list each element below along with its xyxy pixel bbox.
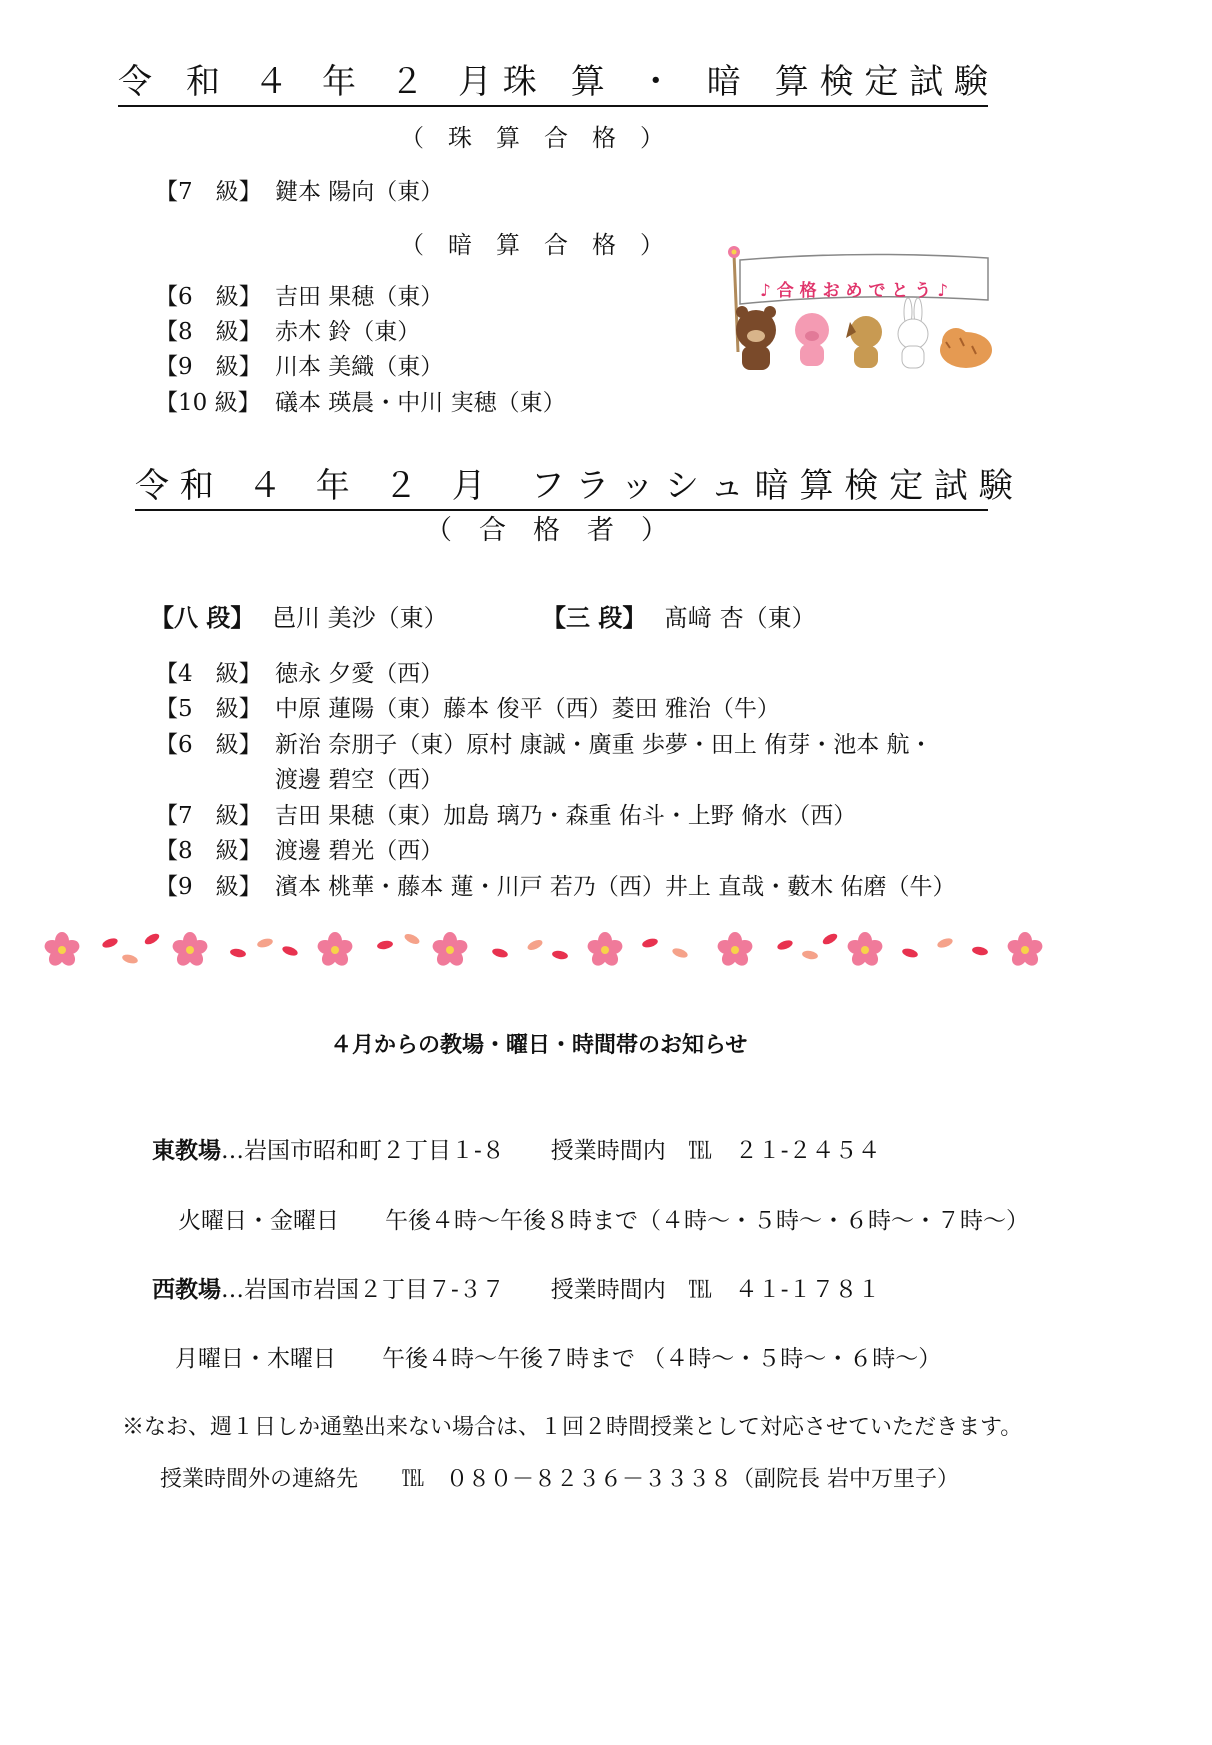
- sakura-flower-icon: [1006, 932, 1045, 969]
- level-label: 【三 段】: [542, 603, 647, 632]
- dan-row-right: [542, 598, 816, 633]
- flash-row: [155, 868, 956, 901]
- exam-title-text: 令 和 ４ 年 ２ 月 珠 算 ・ 暗 算 検 定 試 験: [118, 62, 989, 102]
- sakura-flower-icon: [43, 932, 82, 969]
- sakura-petal-icon: [281, 945, 299, 958]
- notice-heading: ４月からの教場・曜日・時間帯のお知らせ: [330, 1032, 748, 1058]
- sakura-petal-icon: [376, 940, 393, 951]
- sakura-flower-icon: [846, 932, 885, 969]
- sakura-petal-icon: [641, 937, 659, 949]
- sakura-flower-icon: [171, 932, 210, 969]
- student-names: 邑川 美沙（東）: [272, 604, 448, 632]
- level-label: 【8 級】: [155, 319, 262, 345]
- student-names: 新治 奈朋子（東）原村 康誠・廣重 歩夢・田上 侑芽・池本 航・: [275, 732, 933, 758]
- level-label: 【6 級】: [155, 284, 262, 310]
- student-names: 吉田 果穂（東）加島 璃乃・森重 佑斗・上野 脩水（西）: [275, 803, 857, 829]
- sakura-petal-icon: [936, 937, 954, 950]
- level-label: 【9 級】: [155, 874, 262, 900]
- student-names: 渡邊 碧光（西）: [275, 838, 444, 864]
- congratulations-illustration: [720, 242, 1000, 382]
- west-school-name: 西教場: [152, 1276, 221, 1303]
- sakura-flower-icon: [716, 932, 755, 969]
- mental-row: [155, 278, 443, 311]
- student-names: 赤木 鈴（東）: [275, 319, 421, 345]
- flash-row: [155, 761, 443, 794]
- sakura-petal-icon: [801, 950, 818, 961]
- mental-row: [155, 313, 420, 346]
- sakura-petal-icon: [776, 939, 794, 952]
- passers-heading: （ 合 格 者 ）: [425, 515, 668, 546]
- contact-line: 授業時間外の連絡先 ℡ ０８０－８２３６－３３３８（副院長 岩中万里子）: [160, 1467, 959, 1492]
- student-names: 吉田 果穂（東）: [275, 284, 444, 310]
- level-label: 【7 級】: [155, 179, 262, 205]
- level-label: 【10 級】: [155, 390, 261, 416]
- sakura-petal-icon: [229, 948, 246, 959]
- level-label: 【7 級】: [155, 803, 262, 829]
- level-label: 【6 級】: [155, 732, 262, 758]
- exam-title-abacus: [118, 54, 988, 103]
- flash-row: [155, 797, 856, 830]
- mental-row: [155, 348, 443, 381]
- flash-row: [155, 832, 443, 865]
- level-label: 【9 級】: [155, 354, 262, 380]
- student-names: 徳永 夕愛（西）: [275, 661, 444, 687]
- west-school-days: 月曜日・木曜日 午後４時～午後７時まで （４時～・５時～・６時～）: [175, 1346, 942, 1372]
- banner-text: ♪ 合 格 お め で と う ♪: [760, 281, 949, 301]
- student-names: 濱本 桃華・藤本 蓮・川戸 若乃（西）井上 直哉・藪木 佑磨（牛）: [275, 874, 956, 900]
- exam-title-text: 令 和 ４ 年 ２ 月 フ ラ ッ シ ュ 暗 算 検 定 試 験: [135, 466, 1013, 506]
- east-school-days: 火曜日・金曜日 午後４時～午後８時まで（４時～・５時～・６時～・７時～）: [178, 1208, 1029, 1234]
- exam-title-flash: [135, 458, 1013, 507]
- sakura-flower-icon: [316, 932, 355, 969]
- sakura-petal-icon: [256, 937, 274, 949]
- student-names: 川本 美織（東）: [275, 354, 444, 380]
- sakura-petal-icon: [551, 950, 568, 961]
- west-school-address: …岩国市岩国２丁目７‐３７ 授業時間内 ℡ ４１‐１７８１: [221, 1277, 881, 1303]
- east-school-line: [152, 1132, 881, 1165]
- sakura-petal-icon: [143, 932, 161, 947]
- sakura-flower-icon: [586, 932, 625, 969]
- student-names: 中原 蓮陽（東）藤本 俊平（西）菱田 雅治（牛）: [275, 696, 780, 722]
- east-school-address: …岩国市昭和町２丁目１‐８ 授業時間内 ℡ ２１‐２４５４: [221, 1138, 881, 1164]
- student-names: 礒本 瑛晨・中川 実穂（東）: [275, 390, 566, 416]
- sakura-petal-icon: [403, 932, 421, 946]
- level-label: 【8 級】: [155, 838, 262, 864]
- flash-row: [155, 655, 443, 688]
- mental-pass-heading: （ 暗 算 合 格 ）: [400, 231, 664, 259]
- sakura-petal-icon: [821, 932, 839, 947]
- attendance-note: ※なお、週１日しか通塾出来ない場合は、１回２時間授業として対応させていただきます。: [122, 1415, 1023, 1440]
- level-label: 【八 段】: [150, 603, 255, 632]
- mental-row: [155, 384, 566, 417]
- title-underline: [118, 105, 988, 107]
- banner-animals-icon: [720, 242, 1000, 382]
- sakura-petal-icon: [491, 947, 509, 959]
- sakura-petal-icon: [121, 953, 139, 965]
- sakura-petal-icon: [971, 946, 988, 957]
- student-names: 渡邊 碧空（西）: [275, 767, 444, 793]
- sakura-border: [40, 925, 1050, 975]
- sakura-petal-icon: [901, 947, 919, 959]
- student-names: 鍵本 陽向（東）: [275, 179, 444, 205]
- student-names: 髙﨑 杏（東）: [664, 604, 816, 632]
- sakura-petal-icon: [526, 938, 544, 952]
- west-school-line: [152, 1271, 881, 1304]
- sakura-petal-icon: [671, 947, 689, 960]
- flash-row: [155, 690, 780, 723]
- abacus-pass-heading: （ 珠 算 合 格 ）: [400, 124, 664, 152]
- dan-row-left: [150, 598, 448, 633]
- sakura-flower-icon: [431, 932, 470, 969]
- level-label: 【5 級】: [155, 696, 262, 722]
- abacus-row: [155, 173, 443, 206]
- flash-row: [155, 726, 933, 759]
- sakura-petal-icon: [101, 937, 119, 950]
- level-label: 【4 級】: [155, 661, 262, 687]
- east-school-name: 東教場: [152, 1137, 221, 1164]
